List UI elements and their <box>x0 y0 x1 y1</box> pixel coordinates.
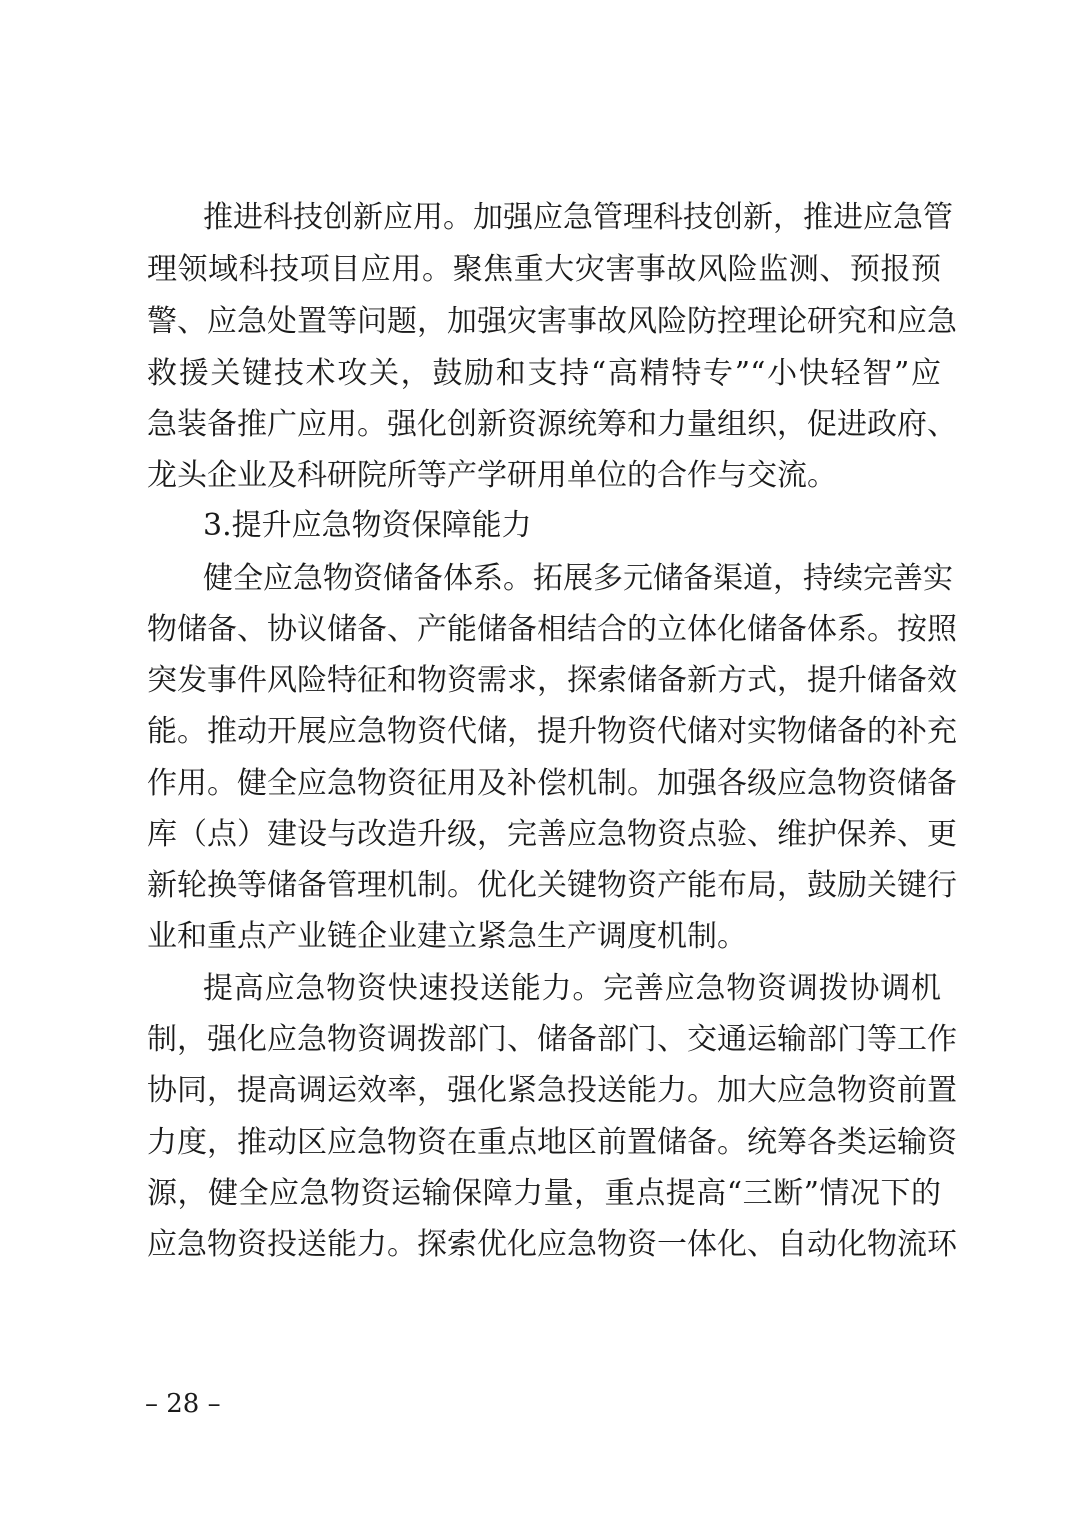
paragraph-2-line-8: 业和重点产业链企业建立紧急生产调度机制。 <box>147 919 747 954</box>
paragraph-2-line-5: 作用。健全应急物资征用及补偿机制。加强各级应急物资储备 <box>147 766 957 801</box>
paragraph-1-line-5: 急装备推广应用。强化创新资源统筹和力量组织，促进政府、 <box>147 407 957 442</box>
paragraph-1-line-1: 推进科技创新应用。加强应急管理科技创新，推进应急管 <box>203 200 953 235</box>
paragraph-3-line-5: 源，健全应急物资运输保障力量，重点提高“三断”情况下的 <box>147 1176 941 1211</box>
paragraph-2-line-7: 新轮换等储备管理机制。优化关键物资产能布局，鼓励关键行 <box>147 868 957 903</box>
paragraph-2-line-6: 库（点）建设与改造升级，完善应急物资点验、维护保养、更 <box>147 817 957 852</box>
paragraph-3-line-2: 制，强化应急物资调拨部门、储备部门、交通运输部门等工作 <box>147 1022 957 1057</box>
paragraph-3-line-1: 提高应急物资快速投送能力。完善应急物资调拨协调机 <box>203 971 941 1006</box>
paragraph-2-line-3: 突发事件风险特征和物资需求，探索储备新方式，提升储备效 <box>147 663 957 698</box>
paragraph-2-line-4: 能。推动开展应急物资代储，提升物资代储对实物储备的补充 <box>147 714 957 749</box>
paragraph-3-line-4: 力度，推动区应急物资在重点地区前置储备。统筹各类运输资 <box>147 1125 957 1160</box>
section-heading: 3.提升应急物资保障能力 <box>203 508 532 543</box>
paragraph-1-line-4: 救援关键技术攻关，鼓励和支持“高精特专”“小快轻智”应 <box>147 356 941 391</box>
paragraph-1-line-2: 理领域科技项目应用。聚焦重大灾害事故风险监测、预报预 <box>147 252 941 287</box>
paragraph-3-line-6: 应急物资投送能力。探索优化应急物资一体化、自动化物流环 <box>147 1227 957 1262</box>
page-number: – 28 – <box>145 1389 221 1419</box>
paragraph-1-line-6: 龙头企业及科研院所等产学研用单位的合作与交流。 <box>147 458 837 493</box>
paragraph-3-line-3: 协同，提高调运效率，强化紧急投送能力。加大应急物资前置 <box>147 1073 957 1108</box>
paragraph-2-line-2: 物储备、协议储备、产能储备相结合的立体化储备体系。按照 <box>147 612 957 647</box>
paragraph-2-line-1: 健全应急物资储备体系。拓展多元储备渠道，持续完善实 <box>203 561 953 596</box>
paragraph-1-line-3: 警、应急处置等问题，加强灾害事故风险防控理论研究和应急 <box>147 304 957 339</box>
